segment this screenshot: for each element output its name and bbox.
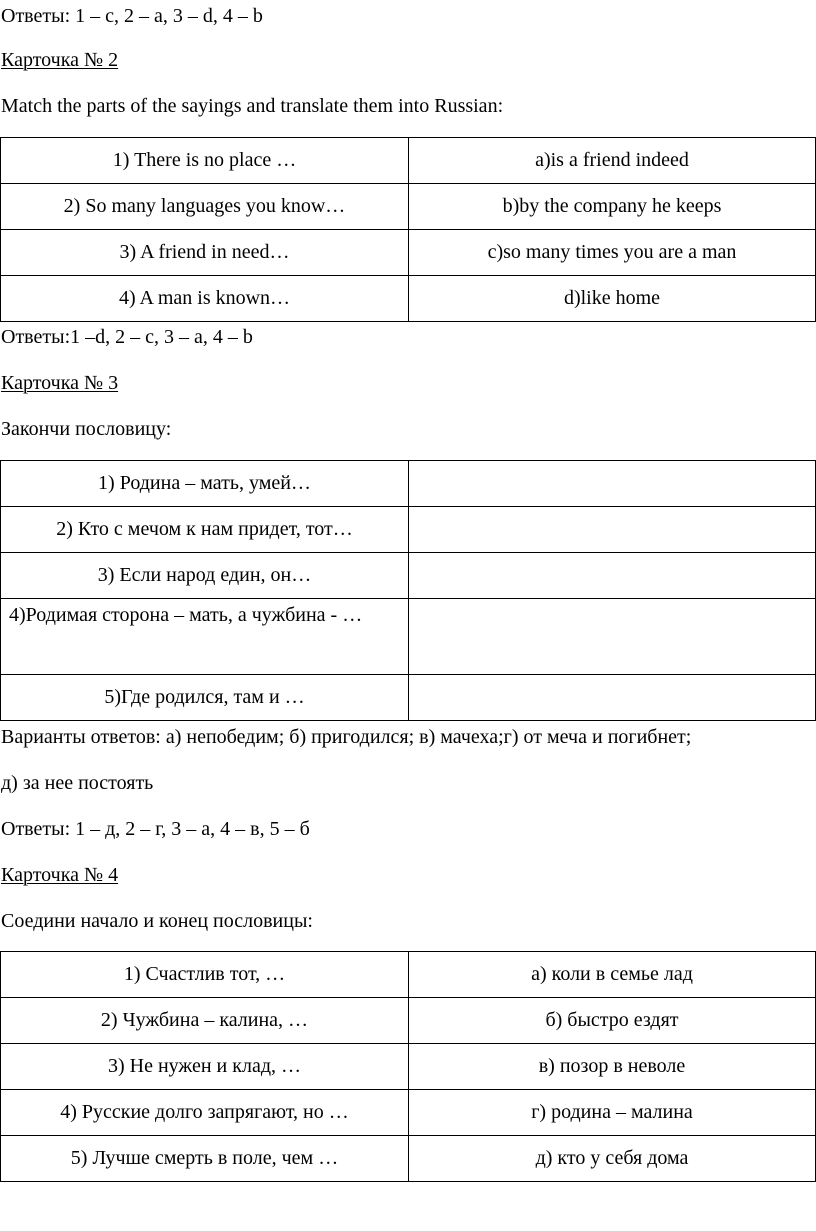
card3-answers: Ответы: 1 – д, 2 – г, 3 – а, 4 – в, 5 – б	[1, 818, 310, 840]
table-cell-left	[1, 138, 409, 184]
cell-text: 1) There is no place …	[112, 149, 297, 171]
table-row	[1, 675, 816, 721]
cell-text: в) позор в неволе	[538, 1055, 686, 1077]
card3-table	[0, 460, 816, 721]
table-row	[1, 461, 816, 507]
table-cell-left	[1, 553, 409, 599]
table-row	[1, 553, 816, 599]
card2-instruction: Match the parts of the sayings and translate them into Russian:	[1, 95, 504, 117]
table-row	[1, 1044, 816, 1090]
card4-instruction: Соедини начало и конец пословицы:	[1, 910, 313, 932]
cell-text	[409, 507, 815, 517]
cell-text: 2) So many languages you know…	[63, 195, 346, 217]
cell-text: 3) Если народ един, он…	[97, 564, 312, 586]
card2-answers: Ответы:1 –d, 2 – c, 3 – a, 4 – b	[1, 326, 253, 348]
cell-text	[409, 675, 815, 685]
cell-text: 5)Где родился, там и …	[104, 686, 305, 708]
cell-text: 3) Не нужен и клад, …	[107, 1055, 301, 1077]
table-row	[1, 1090, 816, 1136]
table-cell-left	[1, 1044, 409, 1090]
table-cell-right	[409, 1090, 816, 1136]
cell-text: c)so many times you are a man	[487, 241, 737, 263]
table-row	[1, 1136, 816, 1182]
table-cell-right	[409, 1136, 816, 1182]
table-row	[1, 952, 816, 998]
table-cell-right-empty	[409, 599, 816, 675]
cell-text: 5) Лучше смерть в поле, чем …	[70, 1147, 339, 1169]
table-cell-left	[1, 952, 409, 998]
answers-card1: Ответы: 1 – с, 2 – a, 3 – d, 4 – b	[1, 5, 263, 27]
table-cell-left	[1, 1136, 409, 1182]
table-row	[1, 184, 816, 230]
card2-table	[0, 137, 816, 322]
table-cell-right	[409, 952, 816, 998]
table-cell-left	[1, 998, 409, 1044]
table-cell-right-empty	[409, 507, 816, 553]
table-row	[1, 230, 816, 276]
table-row	[1, 998, 816, 1044]
table-row	[1, 276, 816, 322]
cell-text: г) родина – малина	[531, 1101, 693, 1123]
cell-text: д) кто у себя дома	[535, 1147, 689, 1169]
table-cell-right	[409, 998, 816, 1044]
table-row	[1, 599, 816, 675]
card3-variants-line2: д) за нее постоять	[1, 772, 154, 794]
cell-text	[409, 599, 815, 609]
cell-text: 4) A man is known…	[118, 287, 291, 309]
cell-text: б) быстро ездят	[545, 1009, 679, 1031]
table-cell-right	[409, 276, 816, 322]
card4-heading: Карточка № 4	[1, 864, 119, 886]
table-cell-left	[1, 599, 409, 675]
cell-text: d)like home	[563, 287, 661, 309]
table-cell-right	[409, 138, 816, 184]
cell-text: 3) A friend in need…	[119, 241, 290, 263]
table-cell-left	[1, 276, 409, 322]
cell-text	[409, 461, 815, 471]
table-row	[1, 507, 816, 553]
table-cell-left	[1, 184, 409, 230]
table-cell-left	[1, 507, 409, 553]
cell-text: 4) Русские долго запрягают, но …	[60, 1101, 349, 1123]
table-cell-right	[409, 230, 816, 276]
card3-heading: Карточка № 3	[1, 372, 119, 394]
cell-text: а) коли в семье лад	[531, 963, 693, 985]
card4-table	[0, 951, 816, 1182]
table-cell-left	[1, 675, 409, 721]
cell-text: 4)Родимая сторона – мать, а чужбина - …	[9, 604, 363, 626]
cell-text: 2) Кто с мечом к нам придет, тот…	[56, 518, 353, 540]
table-cell-right-empty	[409, 461, 816, 507]
cell-text: a)is a friend indeed	[535, 149, 689, 171]
card2-heading: Карточка № 2	[1, 49, 119, 71]
table-cell-right	[409, 1044, 816, 1090]
table-cell-right-empty	[409, 553, 816, 599]
cell-text: 2) Чужбина – калина, …	[100, 1009, 309, 1031]
cell-text: b)by the company he keeps	[502, 195, 722, 217]
cell-text: 1) Счастлив тот, …	[123, 963, 286, 985]
cell-text	[409, 553, 815, 563]
table-cell-left	[1, 461, 409, 507]
card3-variants-line1: Варианты ответов: а) непобедим; б) пригодился; в) мачеха;г) от меча и погибнет;	[1, 726, 692, 748]
table-cell-left	[1, 1090, 409, 1136]
table-row	[1, 138, 816, 184]
table-cell-right	[409, 184, 816, 230]
table-cell-right-empty	[409, 675, 816, 721]
table-cell-left	[1, 230, 409, 276]
card3-instruction: Закончи пословицу:	[1, 418, 172, 440]
cell-text: 1) Родина – мать, умей…	[98, 472, 311, 494]
